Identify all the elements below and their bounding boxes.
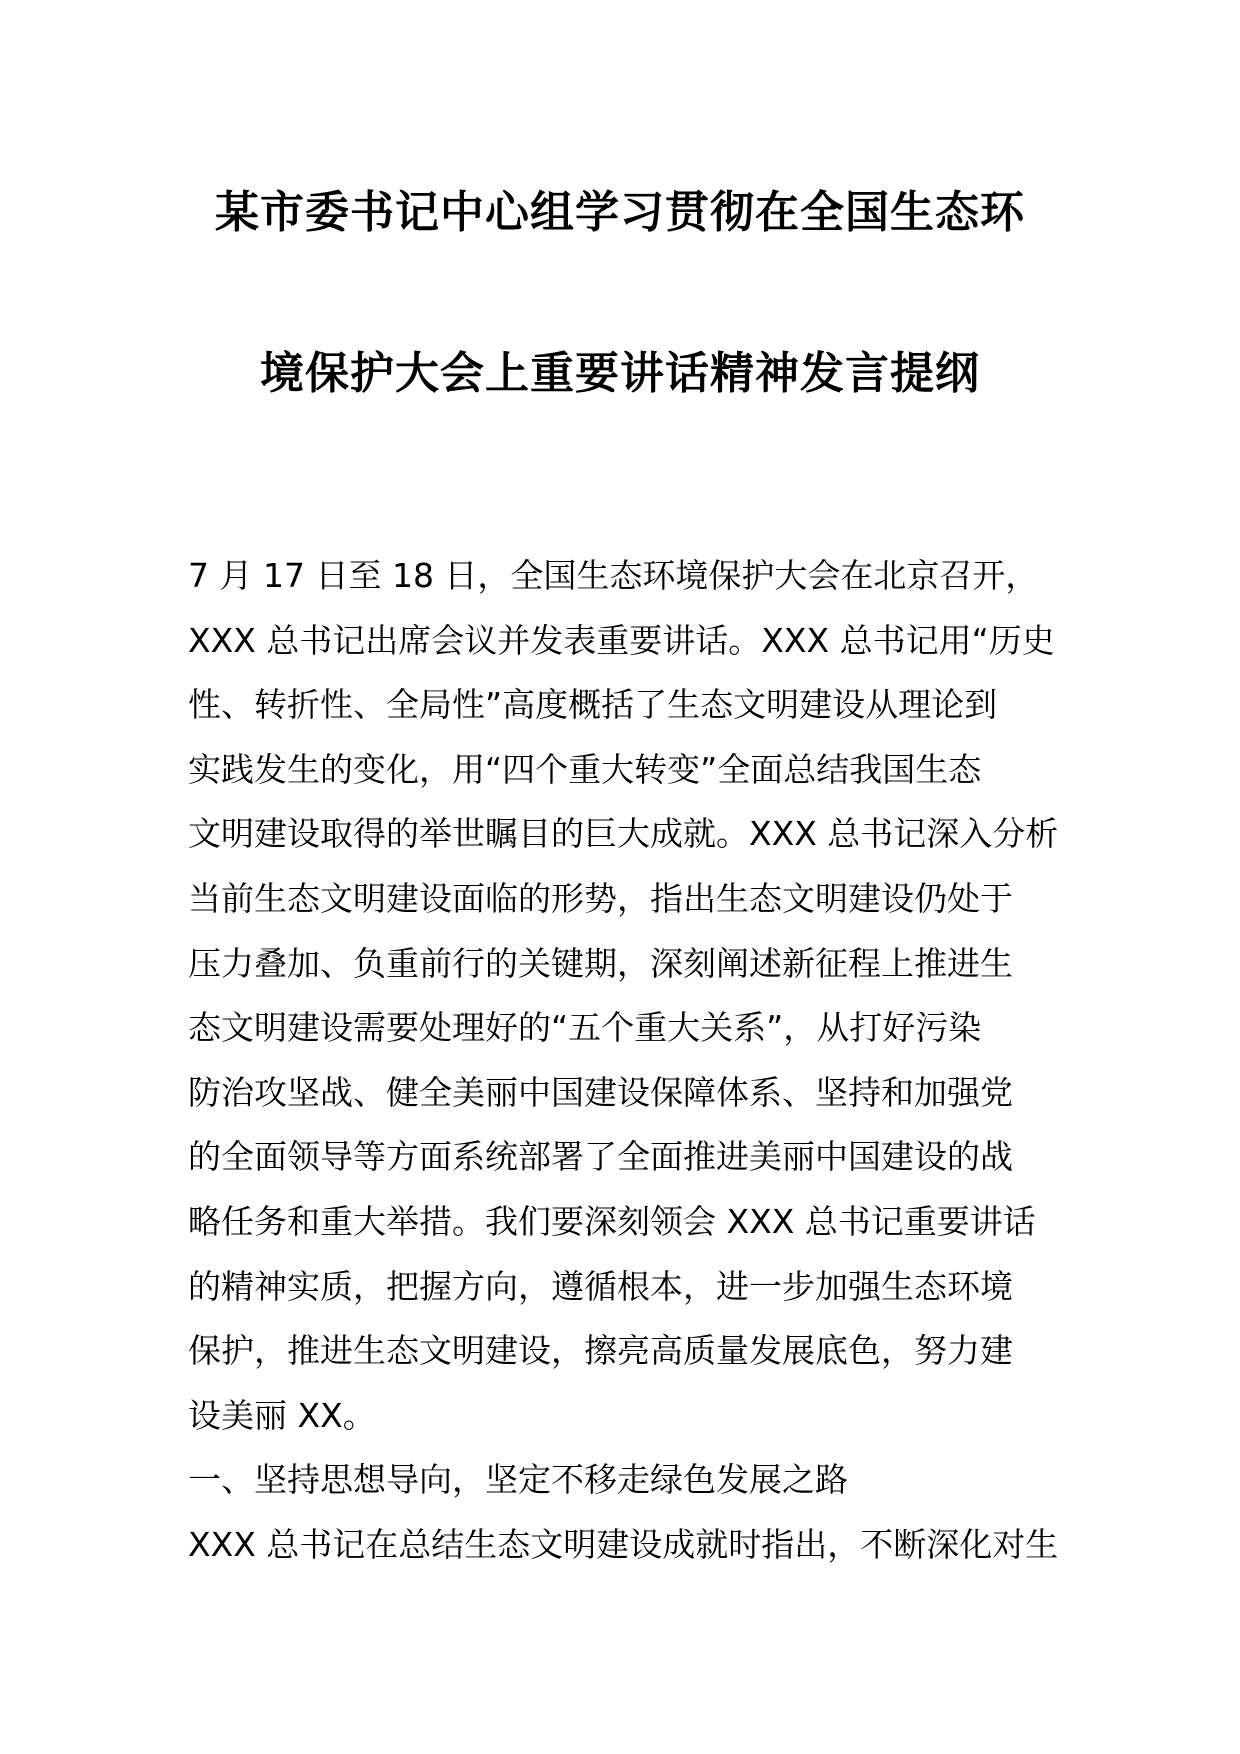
document-body <box>188 544 1068 1578</box>
body-line: 的精神实质，把握方向，遵循根本，进一步加强生态环境 <box>188 1266 1013 1306</box>
body-line: 当前生态文明建设面临的形势，指出生态文明建设仍处于 <box>188 878 1013 918</box>
document-title <box>150 175 1090 412</box>
body-line: 设美丽 XX。 <box>188 1395 376 1435</box>
body-line: 性、转折性、全局性”高度概括了生态文明建设从理论到 <box>188 685 998 725</box>
body-line: 保护，推进生态文明建设，擦亮高质量发展底色，努力建 <box>188 1331 1013 1371</box>
body-line: 实践发生的变化，用“四个重大转变”全面总结我国生态 <box>188 749 982 789</box>
body-line: 态文明建设需要处理好的“五个重大关系”，从打好污染 <box>188 1008 982 1048</box>
body-line: 压力叠加、负重前行的关键期，深刻阐述新征程上推进生 <box>188 943 1013 983</box>
body-line: 文明建设取得的举世瞩目的巨大成就。XXX 总书记深入分析 <box>188 814 1059 854</box>
body-line: 防治攻坚战、健全美丽中国建设保障体系、坚持和加强党 <box>188 1072 1013 1112</box>
body-line: 的全面领导等方面系统部署了全面推进美丽中国建设的战 <box>188 1137 1013 1177</box>
section-heading: 一、坚持思想导向，坚定不移走绿色发展之路 <box>188 1460 848 1500</box>
title-line: 某市委书记中心组学习贯彻在全国生态环 <box>215 187 1025 238</box>
body-line: XXX 总书记在总结生态文明建设成就时指出，不断深化对生 <box>188 1524 1059 1564</box>
body-line: 略任务和重大举措。我们要深刻领会 XXX 总书记重要讲话 <box>188 1201 1036 1241</box>
title-line: 境保护大会上重要讲话精神发言提纲 <box>260 348 980 399</box>
body-line: 7 月 17 日至 18 日，全国生态环境保护大会在北京召开， <box>188 556 1039 595</box>
body-line: XXX 总书记出席会议并发表重要讲话。XXX 总书记用“历史 <box>188 620 1055 660</box>
